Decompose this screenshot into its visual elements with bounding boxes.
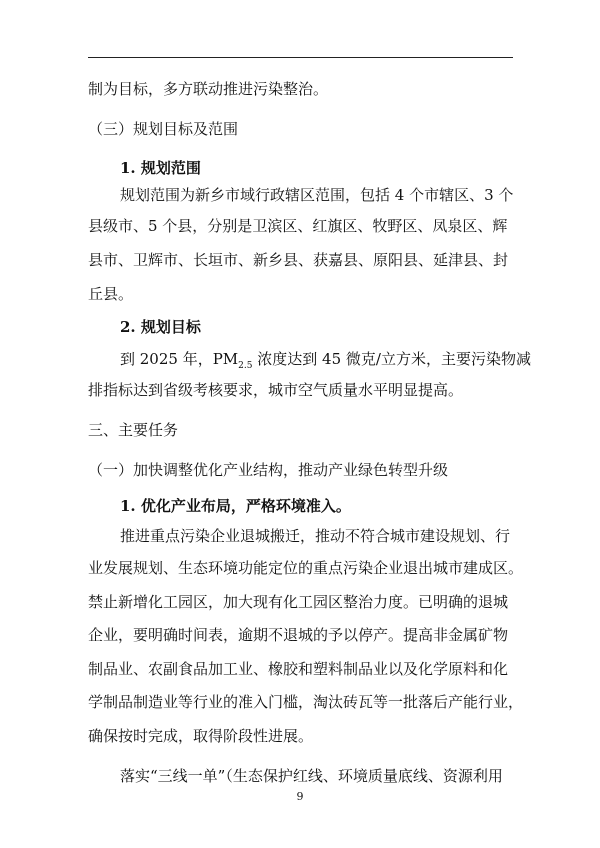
body-line: 县市、卫辉市、长垣市、新乡县、获嘉县、原阳县、延津县、封 [88,251,509,269]
subscript-text: 2.5 [238,361,253,371]
subsection-heading: 2. 规划目标 [120,318,201,336]
body-line: 落实“三线一单”（生态保护红线、环境质量底线、资源利用 [120,767,503,785]
body-line: 排指标达到省级考核要求，城市空气质量水平明显提高。 [88,381,464,399]
body-line: 县级市、5 个县，分别是卫滨区、红旗区、牧野区、凤泉区、辉 [88,217,508,235]
section-heading: （一）加快调整优化产业结构，推动产业绿色转型升级 [88,461,449,479]
body-text-pre: 到 2025 年，PM [120,350,239,368]
body-line: 企业，要明确时间表，逾期不退城的予以停产。提高非金属矿物 [88,626,509,644]
body-line: 丘县。 [88,285,134,303]
subsection-heading: 1. 优化产业布局，严格环境准入。 [120,497,351,515]
chapter-heading: 三、主要任务 [88,421,179,439]
subsection-heading: 1. 规划范围 [120,159,201,177]
body-line: 确保按时完成，取得阶段性进展。 [88,727,314,745]
body-line: 制品业、农副食品加工业、橡胶和塑料制品业以及化学原料和化 [88,660,509,678]
section-heading: （三）规划目标及范围 [88,120,239,138]
body-line: 推进重点污染企业退城搬迁，推动不符合城市建设规划、行 [120,527,511,545]
body-text-post: 浓度达到 45 微克/立方米，主要污染物减 [252,350,531,368]
body-line: 禁止新增化工园区，加大现有化工园区整治力度。已明确的退城 [88,593,509,611]
body-line: 制为目标，多方联动推进污染整治。 [88,80,329,98]
body-line-pm25 [120,350,531,375]
body-line: 业发展规划、生态环境功能定位的重点污染企业退出城市建成区。 [88,559,524,577]
body-line: 学制品制造业等行业的准入门槛，淘汰砖瓦等一批落后产能行业， [88,693,524,711]
body-line: 规划范围为新乡市域行政辖区范围，包括 4 个市辖区、3 个 [120,186,514,204]
page-number: 9 [296,790,304,803]
header-rule [88,57,513,58]
